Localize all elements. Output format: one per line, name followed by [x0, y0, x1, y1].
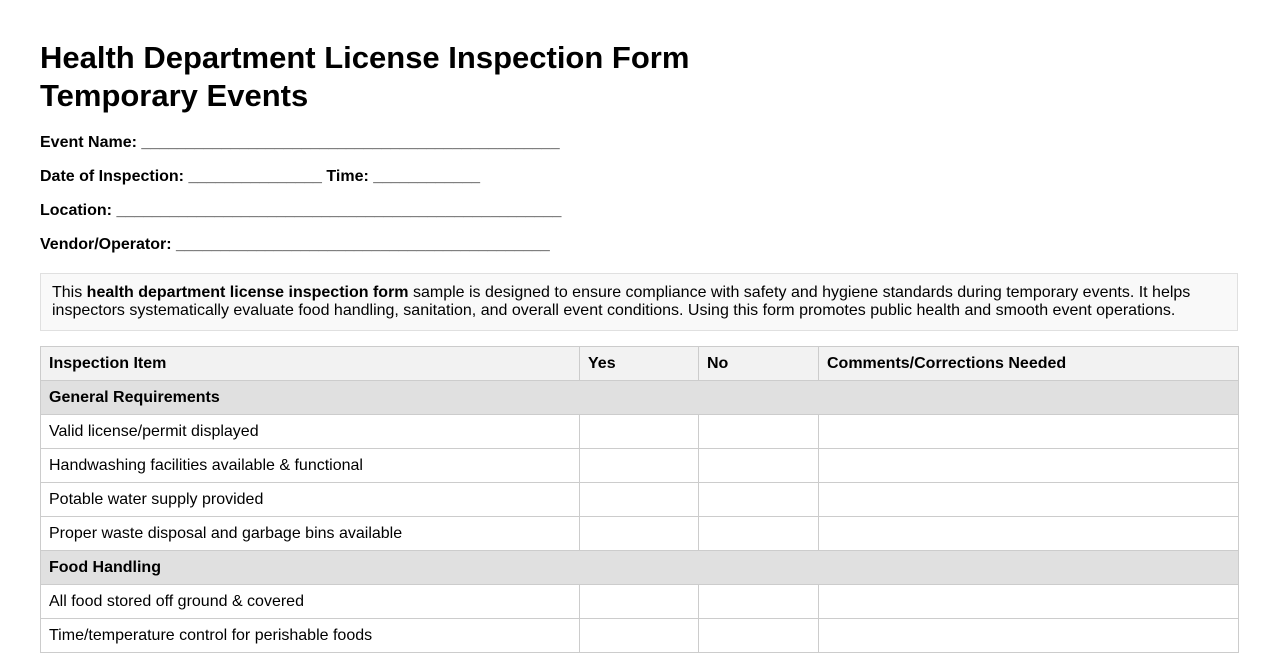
- header-yes: Yes: [580, 347, 699, 381]
- vendor-blank[interactable]: __________________________________________: [176, 236, 550, 253]
- title-line-2: Temporary Events: [40, 78, 309, 113]
- intro-suffix: sample is designed to ensure compliance with safety and hygiene standards during temporary events. It helps inspectors systematically evaluate food handling, sanitation, and overall event conditions. Using this form promotes public health and smooth event operations.: [52, 284, 1191, 319]
- header-inspection-item: Inspection Item: [41, 347, 580, 381]
- inspection-item-label: Handwashing facilities available & functional: [41, 449, 580, 483]
- comments-cell[interactable]: [819, 449, 1239, 483]
- date-label: Date of Inspection:: [40, 168, 185, 185]
- inspection-item-label: Valid license/permit displayed: [41, 415, 580, 449]
- comments-cell[interactable]: [819, 483, 1239, 517]
- no-cell[interactable]: [699, 415, 819, 449]
- no-cell[interactable]: [699, 517, 819, 551]
- location-label: Location:: [40, 202, 112, 219]
- yes-cell[interactable]: [580, 585, 699, 619]
- intro-bold: health department license inspection form: [86, 284, 409, 301]
- vendor-label: Vendor/Operator:: [40, 236, 172, 253]
- event-name-blank[interactable]: _______________________________________________: [141, 134, 560, 151]
- date-time-field[interactable]: [40, 168, 1238, 202]
- inspection-form-page: [40, 0, 1238, 653]
- table-row: [41, 619, 1239, 653]
- no-cell[interactable]: [699, 619, 819, 653]
- intro-box: [40, 273, 1238, 331]
- yes-cell[interactable]: [580, 449, 699, 483]
- table-row: [41, 415, 1239, 449]
- header-fields: [40, 134, 1238, 270]
- table-header-row: [41, 347, 1239, 381]
- header-comments: Comments/Corrections Needed: [819, 347, 1239, 381]
- section-row-food-handling: [41, 551, 1239, 585]
- table-row: [41, 483, 1239, 517]
- comments-cell[interactable]: [819, 415, 1239, 449]
- no-cell[interactable]: [699, 449, 819, 483]
- inspection-item-label: Time/temperature control for perishable foods: [41, 619, 580, 653]
- inspection-item-label: Potable water supply provided: [41, 483, 580, 517]
- no-cell[interactable]: [699, 483, 819, 517]
- inspection-item-label: Proper waste disposal and garbage bins available: [41, 517, 580, 551]
- yes-cell[interactable]: [580, 415, 699, 449]
- location-blank[interactable]: __________________________________________________: [116, 202, 562, 219]
- comments-cell[interactable]: [819, 585, 1239, 619]
- inspection-table: [40, 346, 1239, 653]
- title-line-1: Health Department License Inspection Form: [40, 40, 690, 75]
- section-row-general-requirements: [41, 381, 1239, 415]
- section-title: Food Handling: [41, 551, 1239, 585]
- location-field[interactable]: [40, 202, 1238, 236]
- time-label: Time:: [326, 168, 369, 185]
- time-blank[interactable]: ____________: [373, 168, 481, 185]
- table-row: [41, 585, 1239, 619]
- event-name-field[interactable]: [40, 134, 1238, 168]
- section-title: General Requirements: [41, 381, 1239, 415]
- event-name-label: Event Name:: [40, 134, 137, 151]
- date-blank[interactable]: _______________: [188, 168, 322, 185]
- yes-cell[interactable]: [580, 483, 699, 517]
- yes-cell[interactable]: [580, 517, 699, 551]
- comments-cell[interactable]: [819, 619, 1239, 653]
- table-row: [41, 517, 1239, 551]
- page-title: [40, 0, 1238, 115]
- vendor-field[interactable]: [40, 236, 1238, 270]
- inspection-item-label: All food stored off ground & covered: [41, 585, 580, 619]
- intro-prefix: This: [52, 284, 87, 301]
- header-no: No: [699, 347, 819, 381]
- no-cell[interactable]: [699, 585, 819, 619]
- comments-cell[interactable]: [819, 517, 1239, 551]
- yes-cell[interactable]: [580, 619, 699, 653]
- table-row: [41, 449, 1239, 483]
